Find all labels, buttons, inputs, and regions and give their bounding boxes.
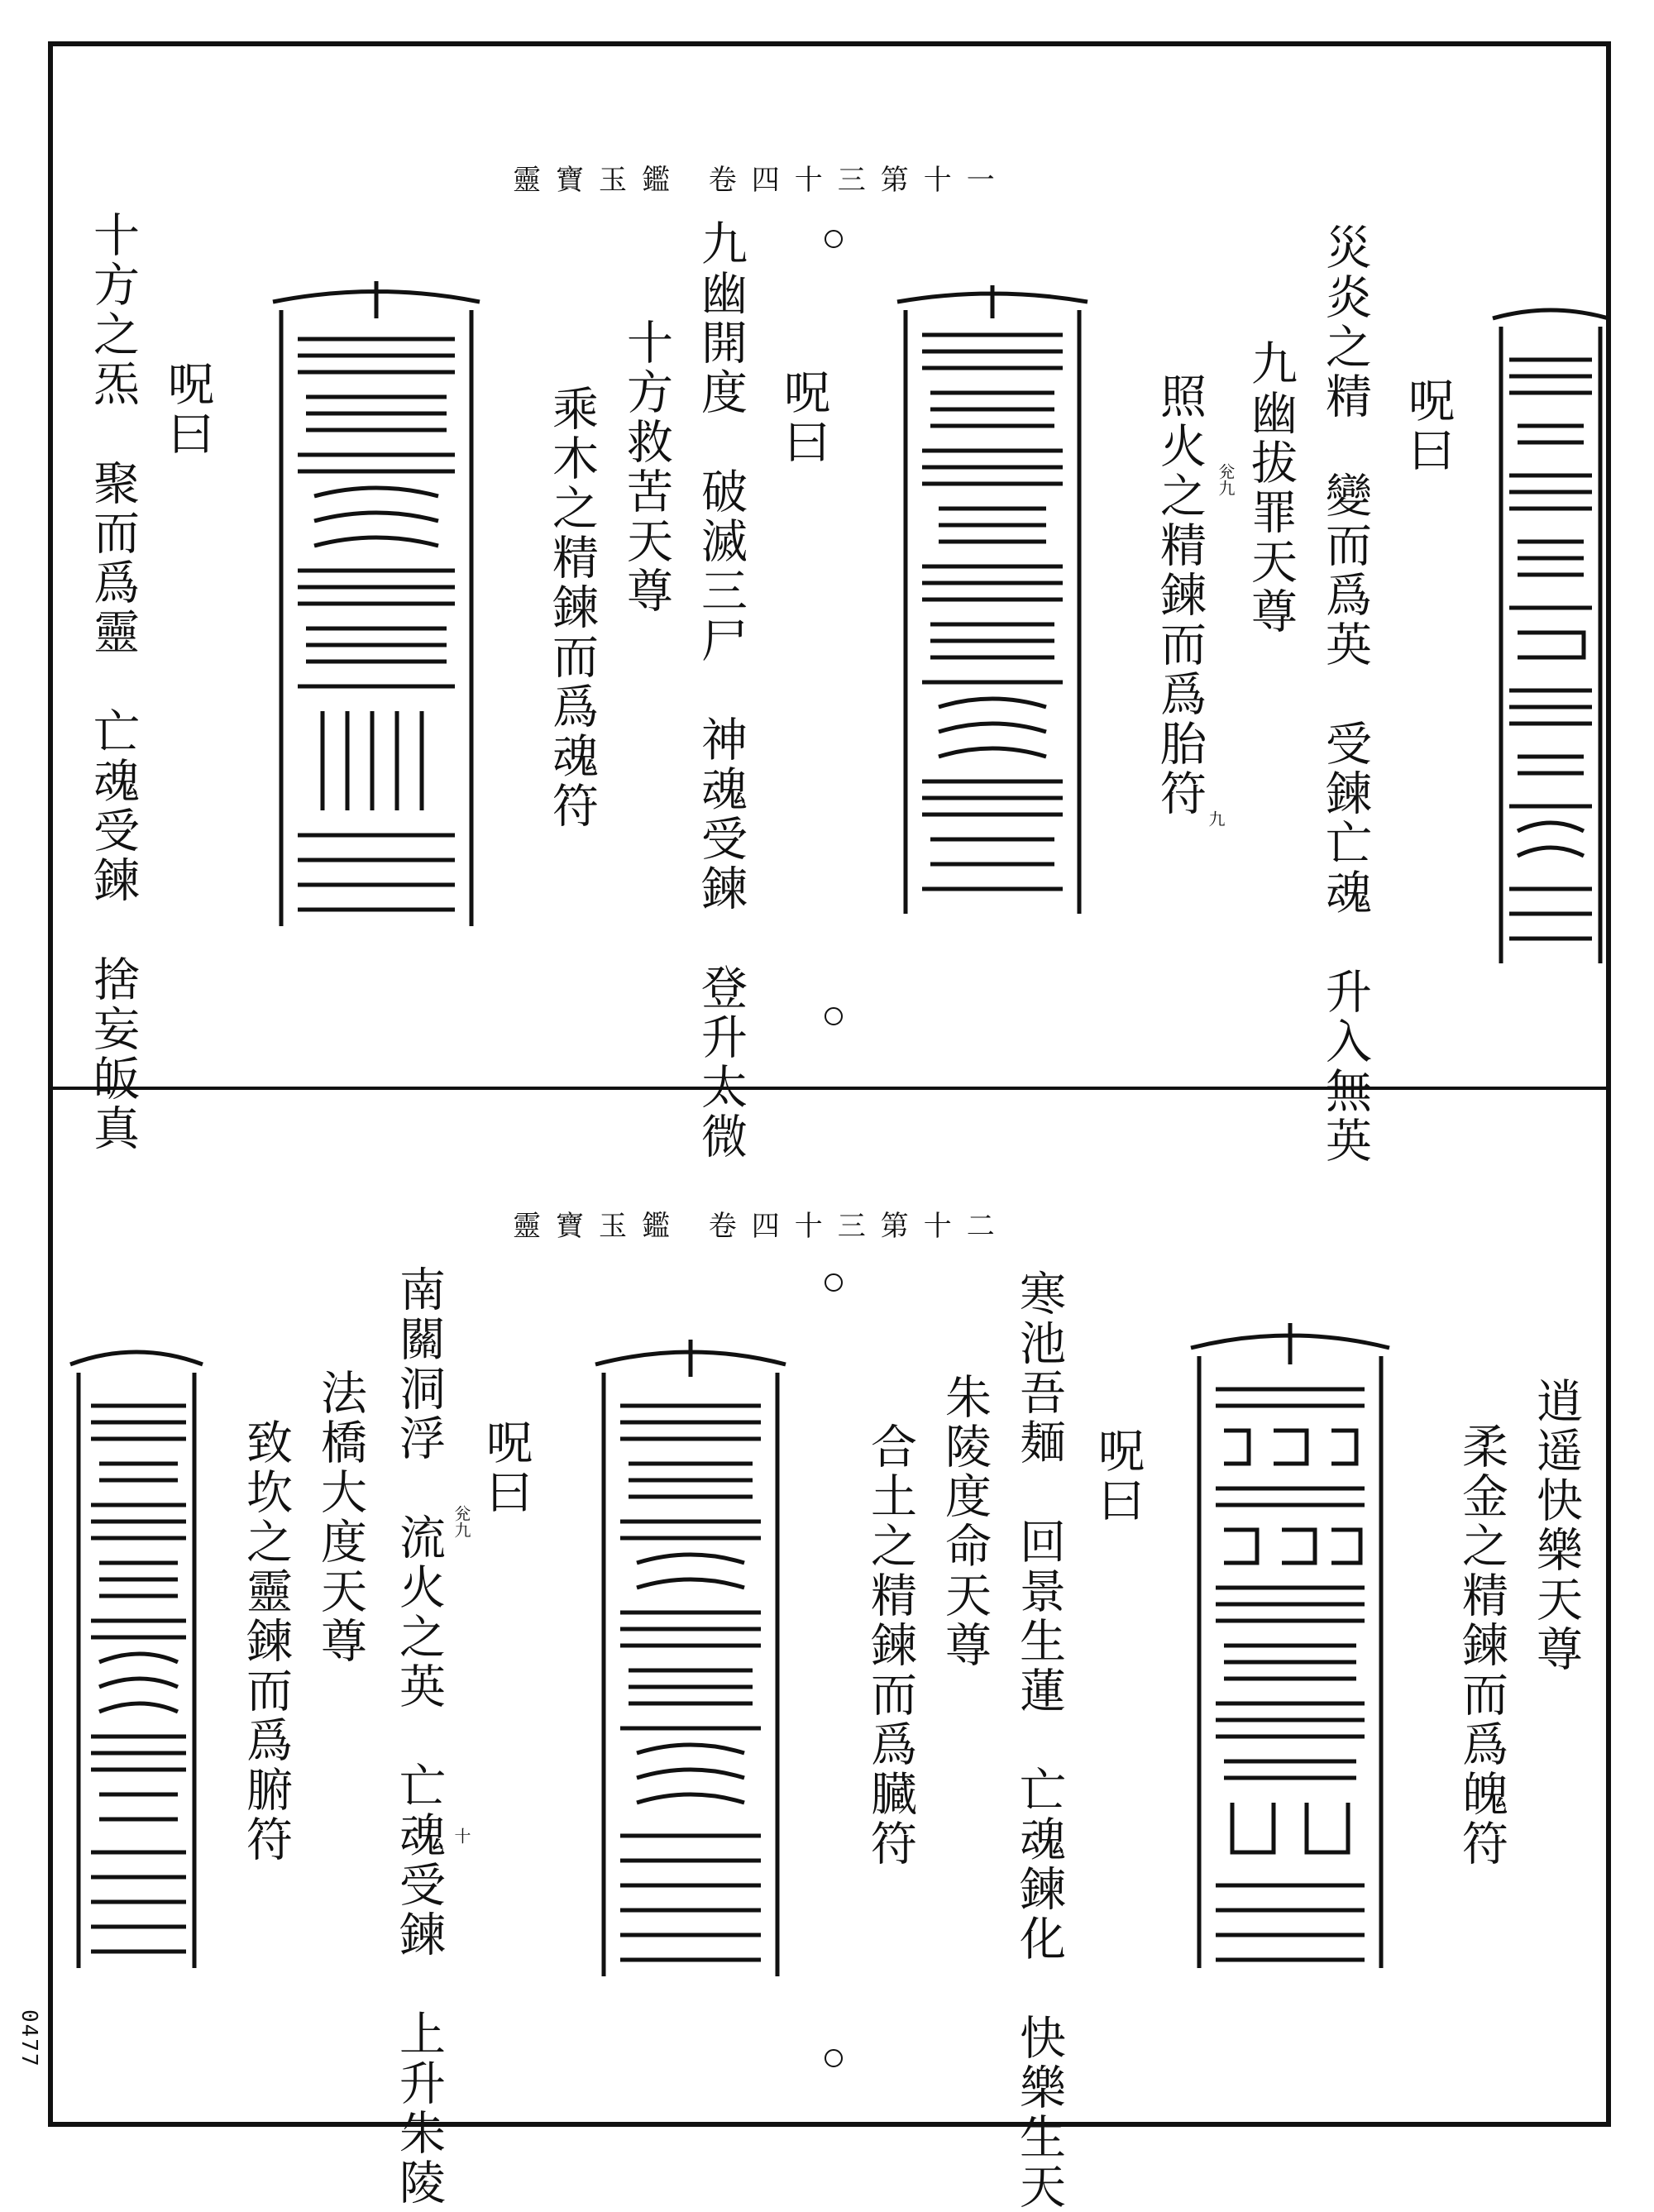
bottom-column-6: 合土之精鍊而爲臓符: [863, 1422, 917, 1869]
top-annotation-2: 九: [1206, 810, 1226, 827]
bottom-column-8: 呪曰: [479, 1418, 533, 1517]
bottom-column-9: 法橋大度天尊: [313, 1369, 367, 1666]
bottom-column-4: 寒池吾麺 回景生蓮 亡魂鍊化 快樂生天: [1012, 1269, 1066, 2212]
top-column-6: 呪曰: [777, 368, 830, 467]
top-column-5: 九幽開度 破滅三尸 神魂受鍊 登升太微: [694, 219, 748, 1162]
top-column-8: 乘木之精鍊而爲魂符: [545, 385, 599, 831]
binding-hole-top-1: [825, 230, 843, 248]
top-page-header: 靈寶玉鑑 卷四十三第十一: [513, 164, 1010, 197]
top-annotation-1: 兊九: [1216, 463, 1236, 496]
bottom-column-7: 南關洞浮 流火之英 亡魂受鍊 上升朱陵: [392, 1265, 446, 2208]
talisman-top-center: [889, 285, 1096, 930]
talisman-top-left: [265, 281, 488, 943]
binding-hole-bottom-1: [825, 1273, 843, 1292]
top-column-10: 十方之炁 聚而爲靈 亡魂受鍊 捨妄皈真: [86, 211, 140, 1154]
bottom-column-2: 柔金之精鍊而爲魄符: [1455, 1422, 1508, 1869]
bottom-column-5: 朱陵度命天尊: [938, 1373, 992, 1670]
bottom-column-1: 逍遥快樂天尊: [1529, 1377, 1583, 1675]
talisman-bottom-left: [62, 1340, 211, 1985]
binding-hole-bottom-2: [825, 2049, 843, 2067]
top-column-3: 九幽拔罪天尊: [1244, 339, 1298, 637]
page-divider: [48, 1087, 1611, 1090]
bottom-column-3: 呪曰: [1091, 1426, 1145, 1526]
page-number: 0477: [17, 2009, 41, 2068]
top-column-9: 呪曰: [160, 360, 214, 459]
bottom-column-10: 致坎之靈鍊而爲腑符: [239, 1418, 293, 1865]
talisman-top-right: [1484, 302, 1617, 988]
bottom-annotation-2: 十: [452, 1827, 471, 1844]
bottom-page-header: 靈寶玉鑑 卷四十三第十二: [513, 1210, 1010, 1243]
top-column-7: 十方救苦天尊: [619, 318, 673, 616]
bottom-annotation-1: 兊九: [452, 1505, 471, 1538]
talisman-bottom-right: [1183, 1323, 1398, 1985]
top-column-1: 呪曰: [1401, 376, 1455, 475]
talisman-bottom-center: [587, 1340, 794, 1993]
binding-hole-top-2: [825, 1007, 843, 1025]
top-column-4: 照火之精鍊而爲胎符: [1153, 372, 1207, 819]
top-column-2: 災炎之精 變而爲英 受鍊亡魂 升入無英: [1318, 223, 1372, 1166]
